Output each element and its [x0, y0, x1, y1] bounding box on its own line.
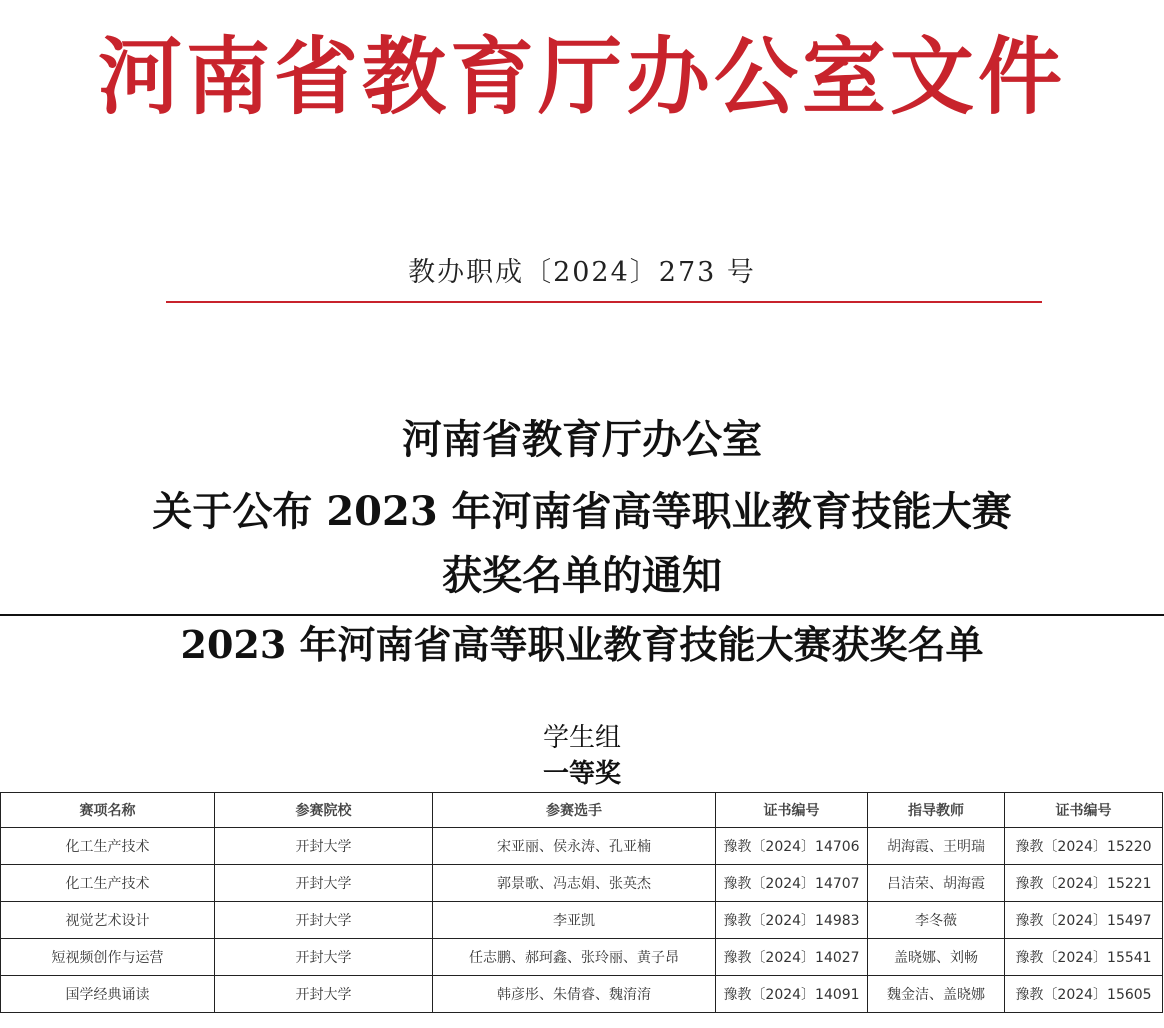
- cell-school: 开封大学: [215, 828, 433, 865]
- column-header-teacher-cert: 证书编号: [1005, 793, 1163, 828]
- cell-teacher-cert: 豫教〔2024〕15220: [1005, 828, 1163, 865]
- cell-students: 郭景歌、冯志娟、张英杰: [433, 865, 716, 902]
- column-header-student-cert: 证书编号: [716, 793, 868, 828]
- award-level-label: 一等奖: [542, 759, 621, 789]
- table-row: [1, 939, 1163, 976]
- cell-students: 韩彦彤、朱倩睿、魏淯淯: [433, 976, 716, 1013]
- red-separator-rule: [166, 301, 1042, 303]
- cell-student-cert: 豫教〔2024〕14706: [716, 828, 868, 865]
- cell-students: 任志鹏、郝珂鑫、张玲丽、黄子昂: [433, 939, 716, 976]
- cell-school: 开封大学: [215, 902, 433, 939]
- cell-student-cert: 豫教〔2024〕14707: [716, 865, 868, 902]
- column-header-school: 参赛院校: [215, 793, 433, 828]
- table-row: [1, 828, 1163, 865]
- cell-student-cert: 豫教〔2024〕14091: [716, 976, 868, 1013]
- cell-teacher-cert: 豫教〔2024〕15605: [1005, 976, 1163, 1013]
- cell-school: 开封大学: [215, 865, 433, 902]
- cell-event: 化工生产技术: [1, 865, 215, 902]
- notice-title-line-1: 河南省教育厅办公室: [402, 416, 762, 463]
- document-number: 教办职成〔2024〕273 号: [408, 257, 756, 288]
- cell-students: 宋亚丽、侯永涛、孔亚楠: [433, 828, 716, 865]
- page-divider: [0, 614, 1164, 616]
- column-header-students: 参赛选手: [433, 793, 716, 828]
- cell-event: 化工生产技术: [1, 828, 215, 865]
- notice-title-line-3: 获奖名单的通知: [442, 552, 722, 599]
- column-header-teachers: 指导教师: [868, 793, 1005, 828]
- cell-student-cert: 豫教〔2024〕14983: [716, 902, 868, 939]
- cell-teacher-cert: 豫教〔2024〕15541: [1005, 939, 1163, 976]
- table-row: [1, 865, 1163, 902]
- awards-table: [0, 792, 1163, 1013]
- notice-title-line-2: 关于公布 2023 年河南省高等职业教育技能大赛: [152, 488, 1012, 535]
- column-header-event: 赛项名称: [1, 793, 215, 828]
- table-header-row: [1, 793, 1163, 828]
- cell-teacher-cert: 豫教〔2024〕15497: [1005, 902, 1163, 939]
- table-row: [1, 902, 1163, 939]
- cell-event: 视觉艺术设计: [1, 902, 215, 939]
- cell-event: 国学经典诵读: [1, 976, 215, 1013]
- award-list-title: 2023 年河南省高等职业教育技能大赛获奖名单: [180, 622, 984, 667]
- cell-teachers: 胡海霞、王明瑞: [868, 828, 1005, 865]
- document-header-title: 河南省教育厅办公室文件: [97, 27, 1066, 126]
- cell-teachers: 吕洁荣、胡海霞: [868, 865, 1005, 902]
- table-row: [1, 976, 1163, 1013]
- group-label: 学生组: [542, 723, 621, 753]
- cell-school: 开封大学: [215, 976, 433, 1013]
- cell-teachers: 盖晓娜、刘畅: [868, 939, 1005, 976]
- cell-teacher-cert: 豫教〔2024〕15221: [1005, 865, 1163, 902]
- cell-teachers: 李冬薇: [868, 902, 1005, 939]
- cell-teachers: 魏金洁、盖晓娜: [868, 976, 1005, 1013]
- cell-school: 开封大学: [215, 939, 433, 976]
- cell-student-cert: 豫教〔2024〕14027: [716, 939, 868, 976]
- cell-students: 李亚凯: [433, 902, 716, 939]
- cell-event: 短视频创作与运营: [1, 939, 215, 976]
